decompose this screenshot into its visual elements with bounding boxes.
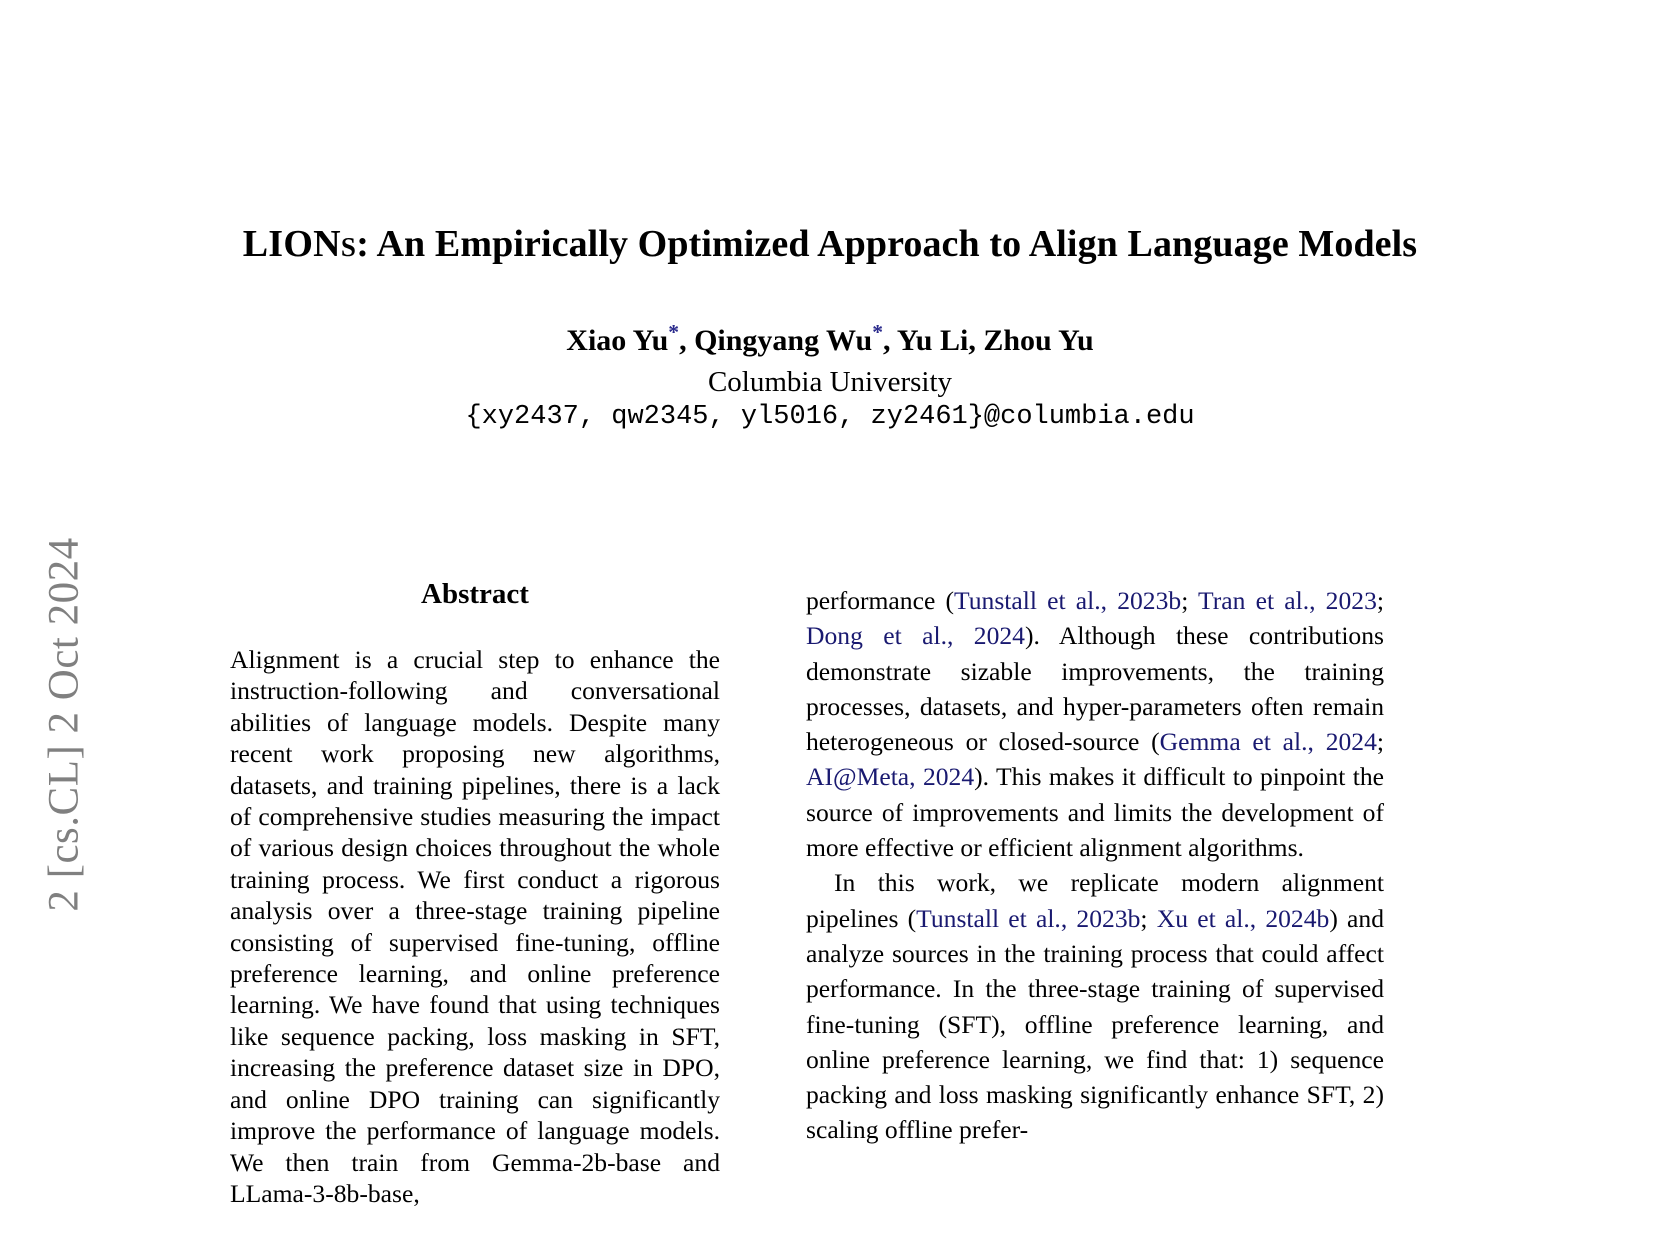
citation-link-tunstall-2023b-2[interactable]: Tunstall et al., 2023b [916, 903, 1141, 933]
abstract-heading: Abstract [421, 578, 529, 610]
citation-link-aimeta-2024[interactable]: AI@Meta, 2024 [806, 762, 975, 792]
title-smallcaps-lead: L [242, 223, 269, 266]
author-name-2: Qingyang Wu [694, 324, 873, 357]
text-segment: ). This makes it difficult to pinpoint the source of improvements and limits the development of more effective or efficient alignment algorithms. [806, 762, 1384, 863]
text-segment: In this work, we replicate modern alignment pipelines ( [806, 868, 1384, 933]
citation-link-xu-2024b[interactable]: Xu et al., 2024b [1156, 903, 1330, 933]
author-list [170, 322, 1490, 360]
arxiv-vertical-stamp: 2 [cs.CL] 2 Oct 2024 [40, 537, 88, 912]
citation-link-tunstall-2023b[interactable]: Tunstall et al., 2023b [954, 586, 1182, 615]
author-footnote-marker-1[interactable]: * [668, 320, 680, 344]
author-emails: {xy2437, qw2345, yl5016, zy2461}@columbia.edu [465, 402, 1195, 432]
introduction-column [806, 583, 1384, 1148]
text-segment: ; [1140, 903, 1157, 933]
title-smallcaps-rest: IONs [268, 223, 357, 266]
abstract-body: Alignment is a crucial step to enhance the instruction-following and conversational abilities of language models. Despite many recent work proposing new algorithms, datasets, and training pipelines, there is a lack of comprehensive studies measuring the impact of various design choices throughout the whole training process. We first conduct a rigorous analysis over a three-stage training pipeline consisting of supervised fine-tuning, offline preference learning, and online preference learning. We have found that using techniques like sequence packing, loss masking in SFT, increasing the preference dataset size in DPO, and online DPO training can significantly improve the performance of language models. We then train from Gemma-2b-base and LLama-3-8b-base, [230, 645, 720, 1208]
intro-paragraph-2 [806, 865, 1384, 1147]
author-name-1: Xiao Yu [566, 324, 669, 357]
text-segment: ). Although these contributions demonstrate sizable improvements, the training processes, datasets, and hyper-parameters often remain heterogeneous or closed-source ( [806, 621, 1384, 757]
text-segment: performance ( [806, 586, 954, 615]
author-separator-2: , [883, 324, 897, 357]
page-title [170, 221, 1490, 267]
author-name-3: Yu Li, Zhou Yu [896, 324, 1094, 357]
text-segment: ; [1376, 727, 1385, 757]
author-separator-1: , [679, 324, 695, 357]
citation-link-dong-2024[interactable]: Dong et al., 2024 [806, 621, 1025, 651]
author-footnote-marker-2[interactable]: * [872, 320, 883, 344]
affiliation: Columbia University [707, 366, 953, 398]
text-segment: ; [1181, 586, 1199, 615]
citation-link-gemma-2024[interactable]: Gemma et al., 2024 [1159, 727, 1377, 757]
intro-paragraph-1 [806, 583, 1384, 865]
text-segment: ; [1376, 586, 1384, 615]
citation-link-tran-2023[interactable]: Tran et al., 2023 [1198, 586, 1377, 615]
text-segment: ) and analyze sources in the training process that could affect performance. In the three-stage training of supervised fine-tuning (SFT), offline preference learning, and online preference learning, we find that: 1) sequence packing and loss masking significantly enhance SFT, 2) scaling offline prefer- [806, 903, 1384, 1145]
title-rest: : An Empirically Optimized Approach to Align Language Models [356, 223, 1418, 266]
